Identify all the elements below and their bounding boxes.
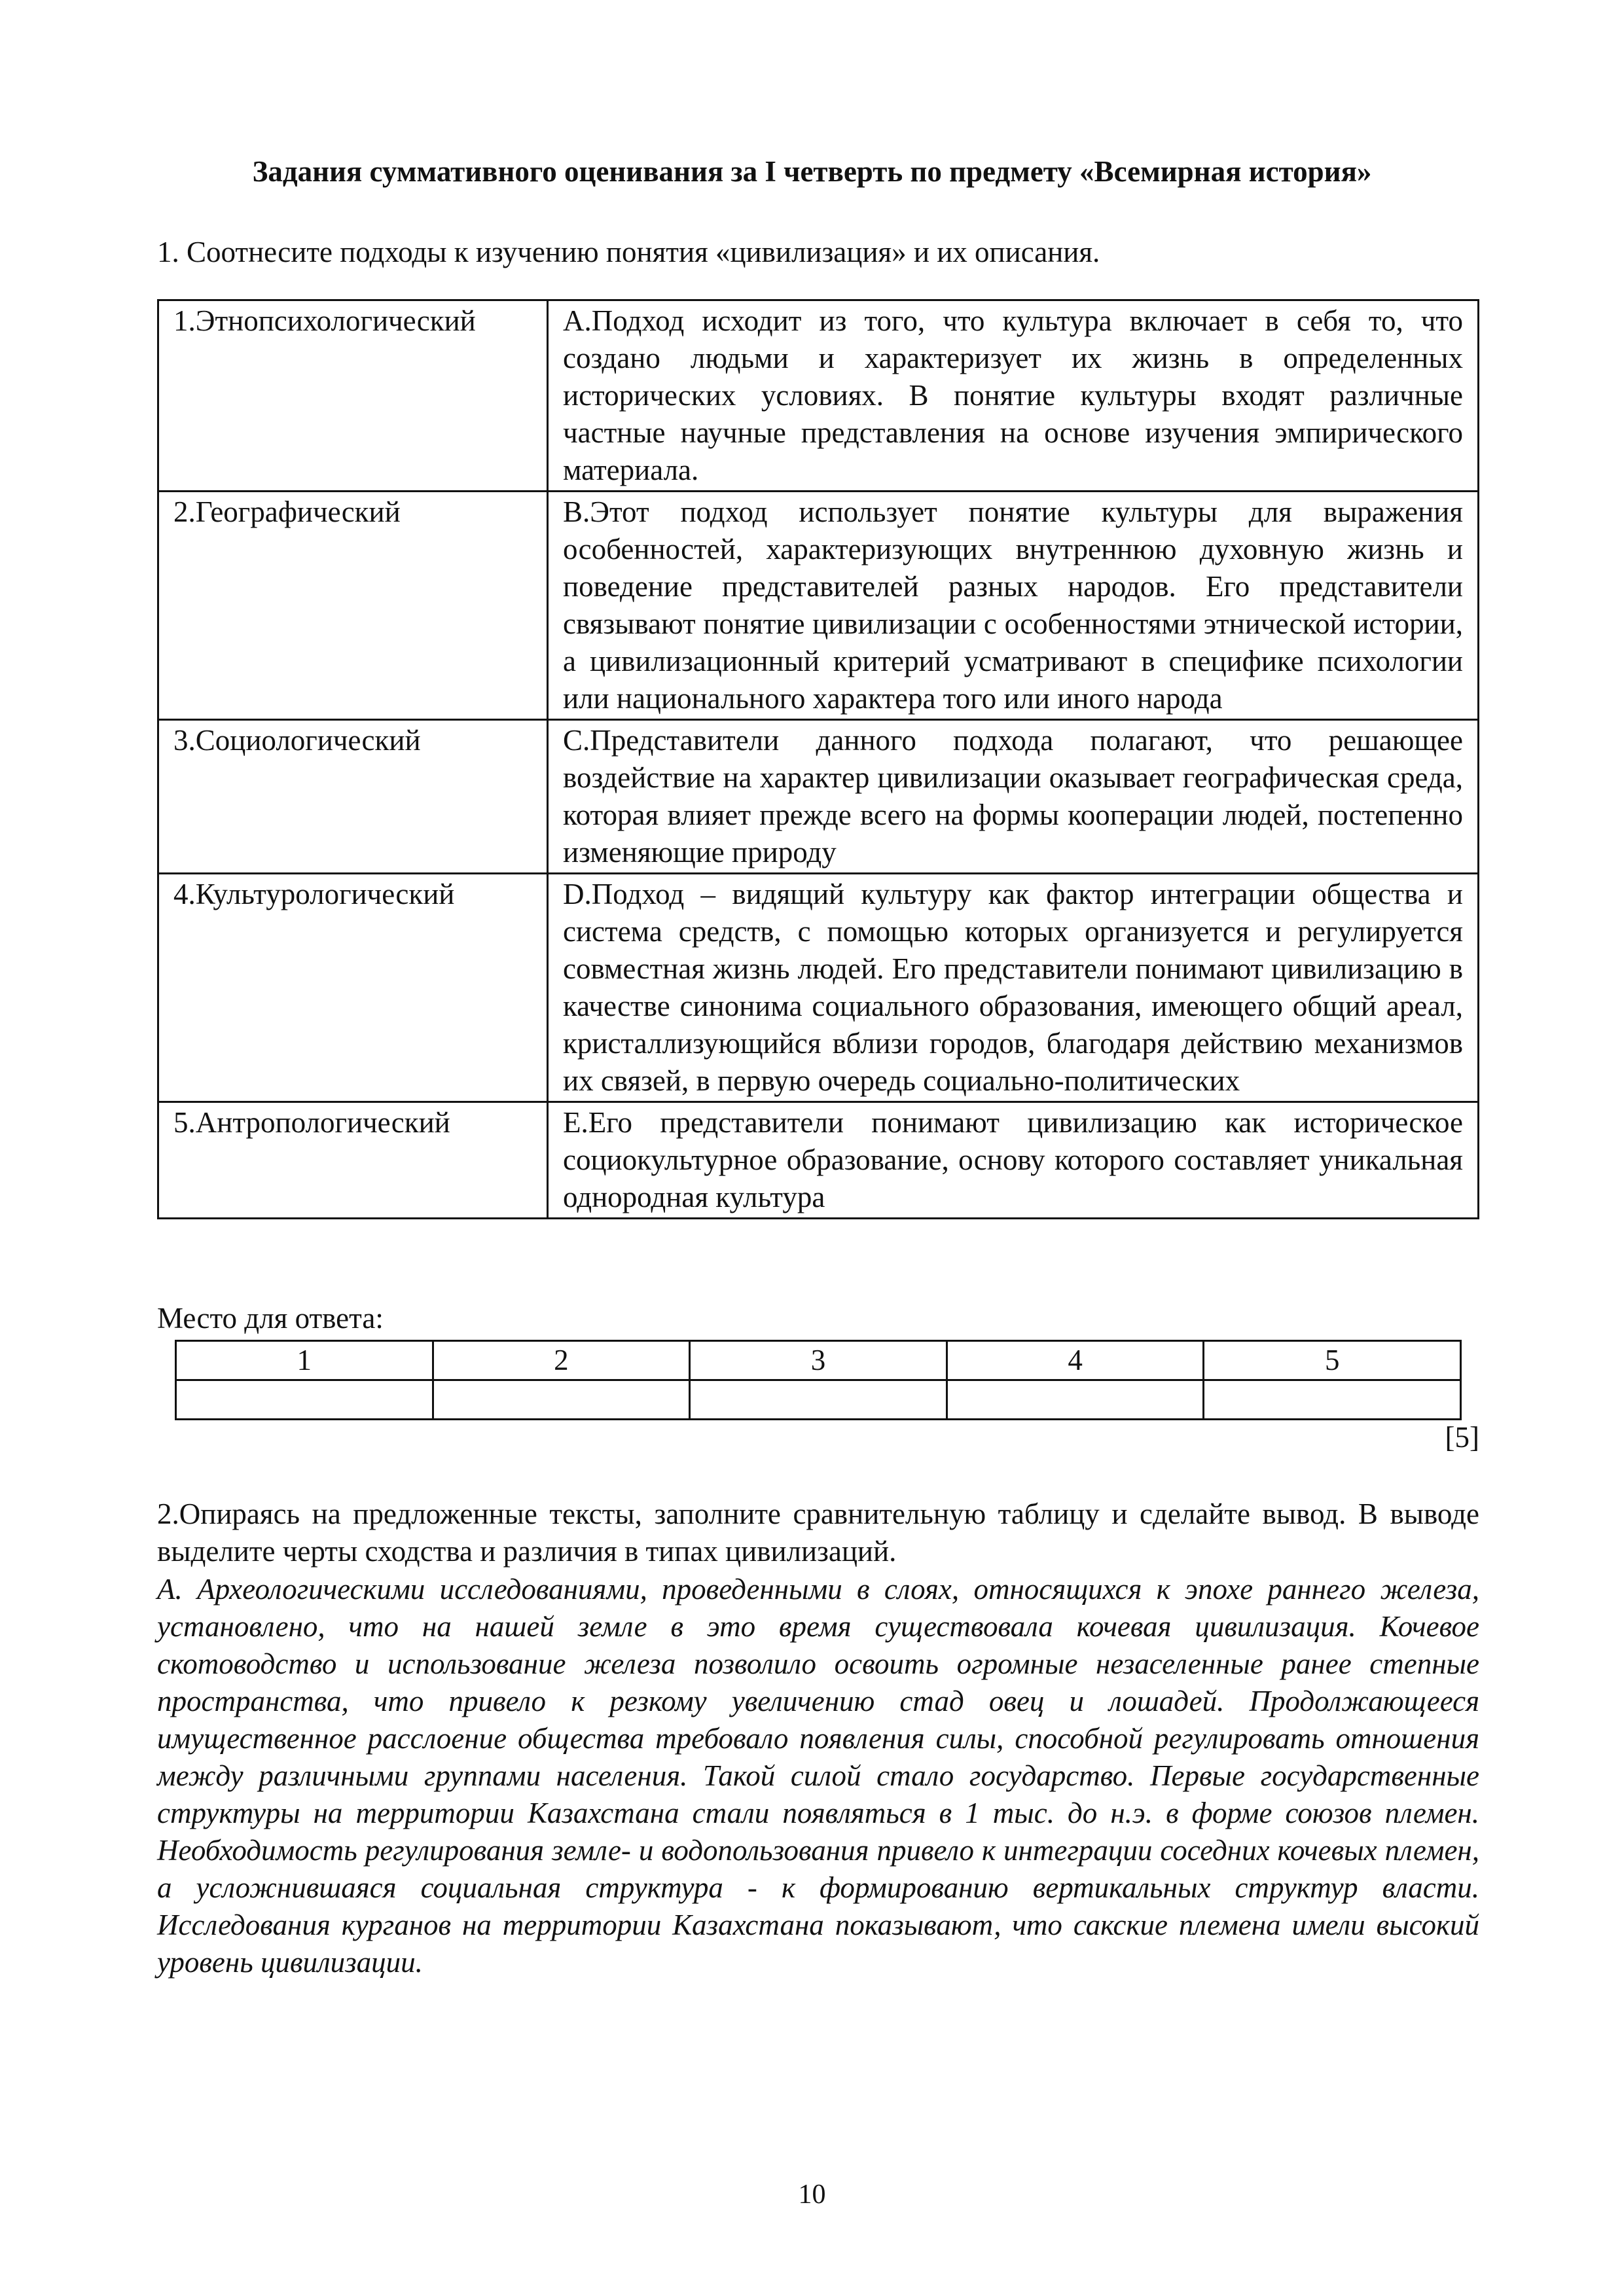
source-text-a: А. Археологическими исследованиями, проведенными в слоях, относящихся к эпохе раннего железа, установлено, что на нашей земле в это время существовала кочевая цивилизация. Кочевое скотоводство и использование железа позволило освоить огромные незаселенные ранее степные пространства, что привело к резкому увеличению стад овец и лошадей. Продолжающееся имущественное расслоение общества требовало появления силы, способной регулировать отношения между различными группами населения. Такой силой стало государство. Первые государственные структуры на территории Казахстана стали появляться в 1 тыс. до н.э. в форме союзов племен. Необходимость регулирования земле- и водопользования привело к интеграции соседних кочевых племен, а усложнившаяся социальная структура - к формированию вертикальных структур власти. Исследования курганов на территории Казахстана показывают, что сакские племена имели высокий уровень цивилизации. bbox=[157, 1573, 1479, 1979]
approach-cell: 2.Географический bbox=[158, 492, 548, 720]
answer-cell-4[interactable] bbox=[947, 1380, 1204, 1420]
answer-header-cell: 3 bbox=[690, 1341, 947, 1380]
description-cell: A.Подход исходит из того, что культура включает в себя то, что создано людьми и характеризует их жизнь в определенных исторических условиях. В понятие культуры входят различные частные научные представления на основе изучения эмпирического материала. bbox=[548, 300, 1479, 492]
table-row bbox=[158, 720, 1479, 874]
answer-label: Место для ответа: bbox=[157, 1302, 384, 1335]
answer-header-row bbox=[176, 1341, 1461, 1380]
answer-cell-2[interactable] bbox=[433, 1380, 690, 1420]
matching-table bbox=[157, 299, 1479, 1219]
answer-cell-3[interactable] bbox=[690, 1380, 947, 1420]
approach-cell: 5.Антропологический bbox=[158, 1102, 548, 1219]
approach-cell: 4.Культурологический bbox=[158, 874, 548, 1102]
page-number: 10 bbox=[798, 2179, 826, 2210]
answer-header-cell: 5 bbox=[1204, 1341, 1461, 1380]
answer-cell-1[interactable] bbox=[176, 1380, 433, 1420]
approach-cell: 3.Социологический bbox=[158, 720, 548, 874]
score-mark: [5] bbox=[1445, 1421, 1479, 1454]
table-row bbox=[158, 300, 1479, 492]
answer-header-cell: 4 bbox=[947, 1341, 1204, 1380]
question-1-prompt: 1. Соотнесите подходы к изучению понятия «цивилизация» и их описания. bbox=[157, 236, 1100, 268]
approach-cell: 1.Этнопсихологический bbox=[158, 300, 548, 492]
description-cell: D.Подход – видящий культуру как фактор интеграции общества и система средств, с помощью которых организуется и регулируется совместная жизнь людей. Его представители понимают цивилизацию в качестве синонима социального образования, имеющего общий ареал, кристаллизующийся вблизи городов, благодаря действию механизмов их связей, в первую очередь социально-политических bbox=[548, 874, 1479, 1102]
description-cell: E.Его представители понимают цивилизацию как историческое социокультурное образование, основу которого составляет уникальная однородная культура bbox=[548, 1102, 1479, 1219]
description-cell: C.Представители данного подхода полагают, что решающее воздействие на характер цивилизации оказывает географическая среда, которая влияет прежде всего на формы кооперации людей, постепенно изменяющие природу bbox=[548, 720, 1479, 874]
answer-cell-5[interactable] bbox=[1204, 1380, 1461, 1420]
answer-header-cell: 1 bbox=[176, 1341, 433, 1380]
table-row bbox=[158, 492, 1479, 720]
page-title: Задания суммативного оценивания за I четверть по предмету «Всемирная история» bbox=[252, 155, 1372, 188]
answer-header-cell: 2 bbox=[433, 1341, 690, 1380]
table-row bbox=[158, 1102, 1479, 1219]
description-cell: B.Этот подход использует понятие культуры для выражения особенностей, характеризующих внутреннюю духовную жизнь и поведение представителей разных народов. Его представители связывают понятие цивилизации с особенностями этнической истории, а цивилизационный критерий усматривают в специфике психологии или национального характера того или иного народа bbox=[548, 492, 1479, 720]
answer-input-row bbox=[176, 1380, 1461, 1420]
answer-table bbox=[175, 1340, 1462, 1420]
question-2-prompt: 2.Опираясь на предложенные тексты, заполните сравнительную таблицу и сделайте вывод. В выводе выделите черты сходства и различия в типах цивилизаций. bbox=[157, 1498, 1479, 1568]
table-row bbox=[158, 874, 1479, 1102]
